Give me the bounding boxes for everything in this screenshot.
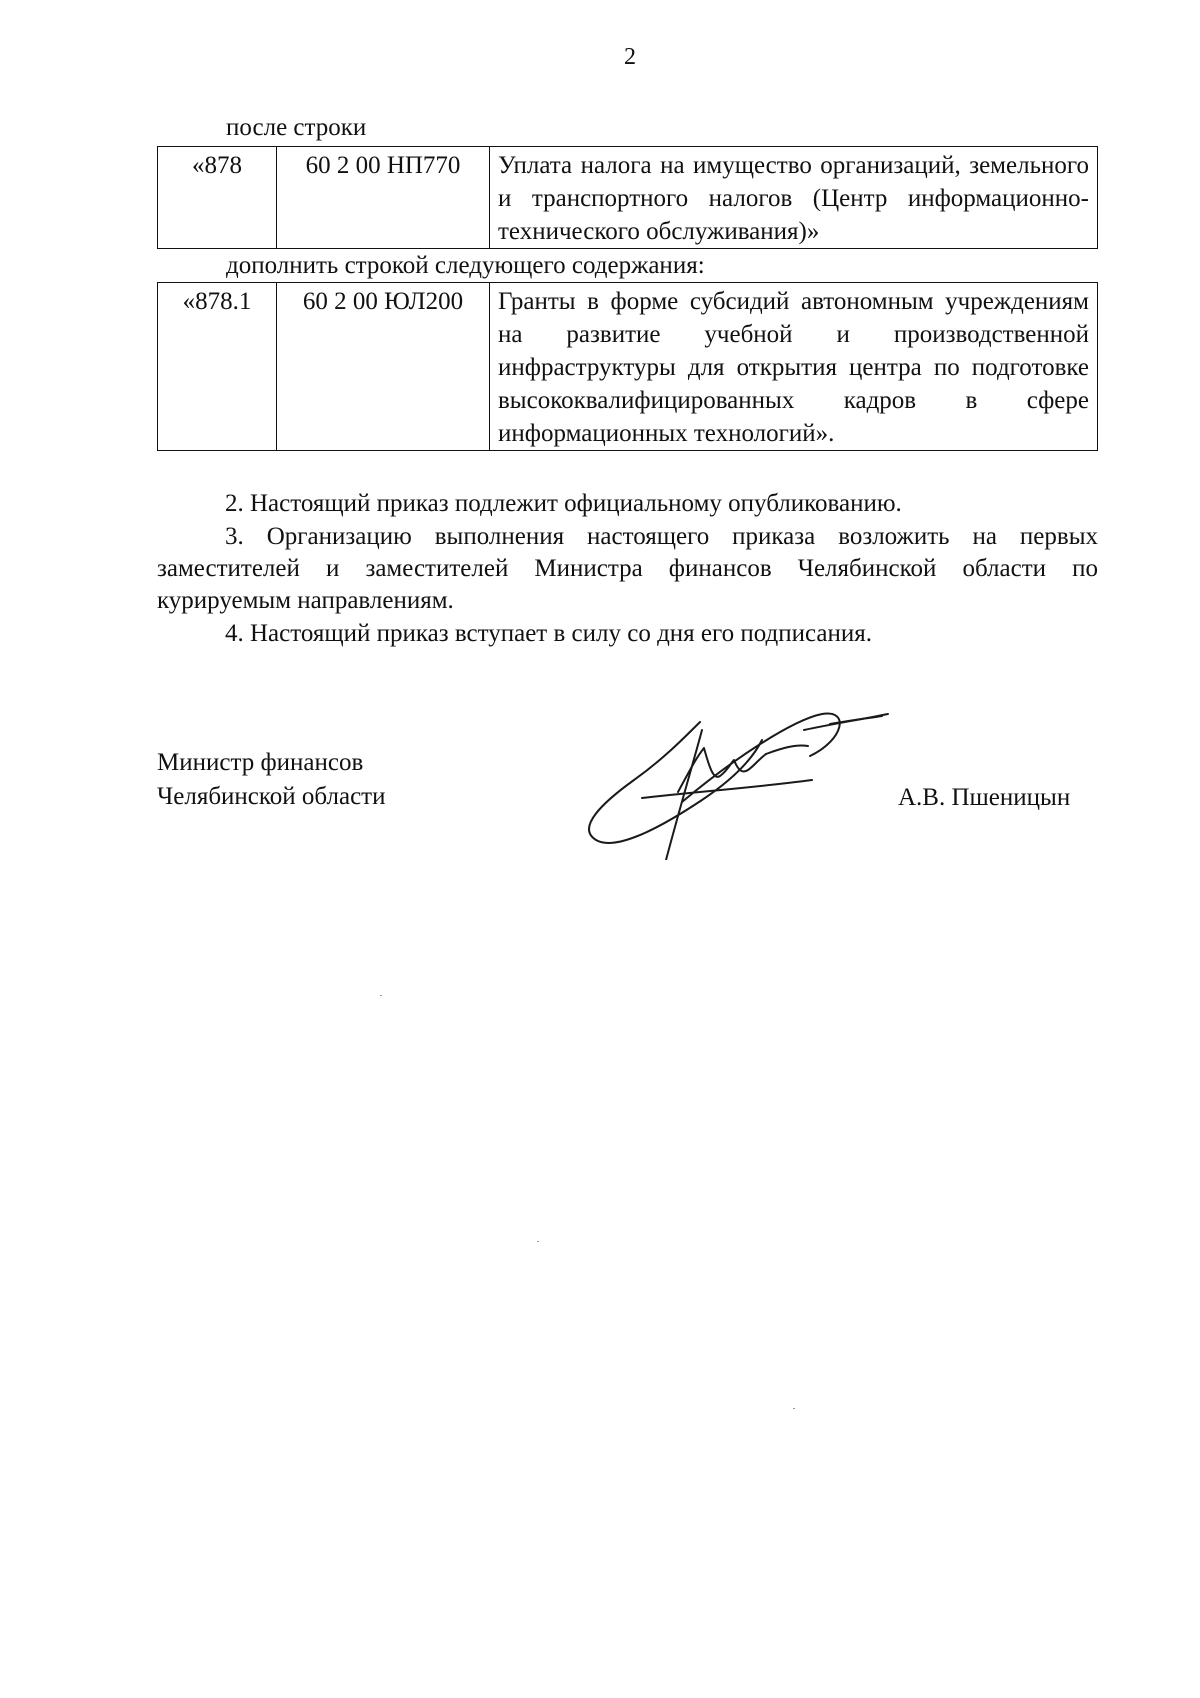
scan-speck — [380, 995, 382, 996]
intro-after-line: после строки — [226, 114, 367, 141]
signer-title-line: Министр финансов — [157, 749, 364, 776]
table-row — [158, 147, 1098, 249]
paragraph-text: 2. Настоящий приказ подлежит официальному опубликованию. — [225, 490, 902, 517]
budget-code-cell: 60 2 00 НП770 — [277, 147, 490, 249]
table-row — [158, 283, 1098, 451]
paragraph-4 — [157, 618, 1098, 650]
description-cell: Гранты в форме субсидий автономным учреждениям на развитие учебной и производственной инфраструктуры для открытия центра по подготовке высококвалифицированных кадров в сфере информационных технологий». — [490, 283, 1098, 451]
paragraph-2 — [157, 488, 1098, 520]
signer-title — [157, 746, 385, 814]
page-number: 2 — [624, 44, 636, 70]
intro-add-line: дополнить строкой следующего содержания: — [226, 252, 705, 279]
paragraph-text: 3. Организацию выполнения настоящего приказа возложить на первых заместителей и заместителей Министра финансов Челябинской области по курируемым направлениям. — [157, 523, 1098, 614]
handwritten-signature — [582, 700, 892, 860]
row-number-cell: «878 — [158, 147, 277, 249]
scan-speck — [793, 1408, 795, 1409]
row-number-cell: «878.1 — [158, 283, 277, 451]
signer-title-line: Челябинской области — [157, 783, 386, 810]
scan-speck — [537, 1241, 539, 1242]
paragraph-3 — [157, 521, 1098, 617]
table-new-row — [157, 282, 1098, 451]
paragraph-text: 4. Настоящий приказ вступает в силу со дня его подписания. — [225, 620, 873, 647]
table-old-row — [157, 146, 1098, 249]
description-cell: Уплата налога на имущество организаций, земельного и транспортного налогов (Центр информационно-технического обслуживания)» — [490, 147, 1098, 249]
signer-name: А.В. Пшеницын — [898, 784, 1071, 811]
budget-code-cell: 60 2 00 ЮЛ200 — [277, 283, 490, 451]
